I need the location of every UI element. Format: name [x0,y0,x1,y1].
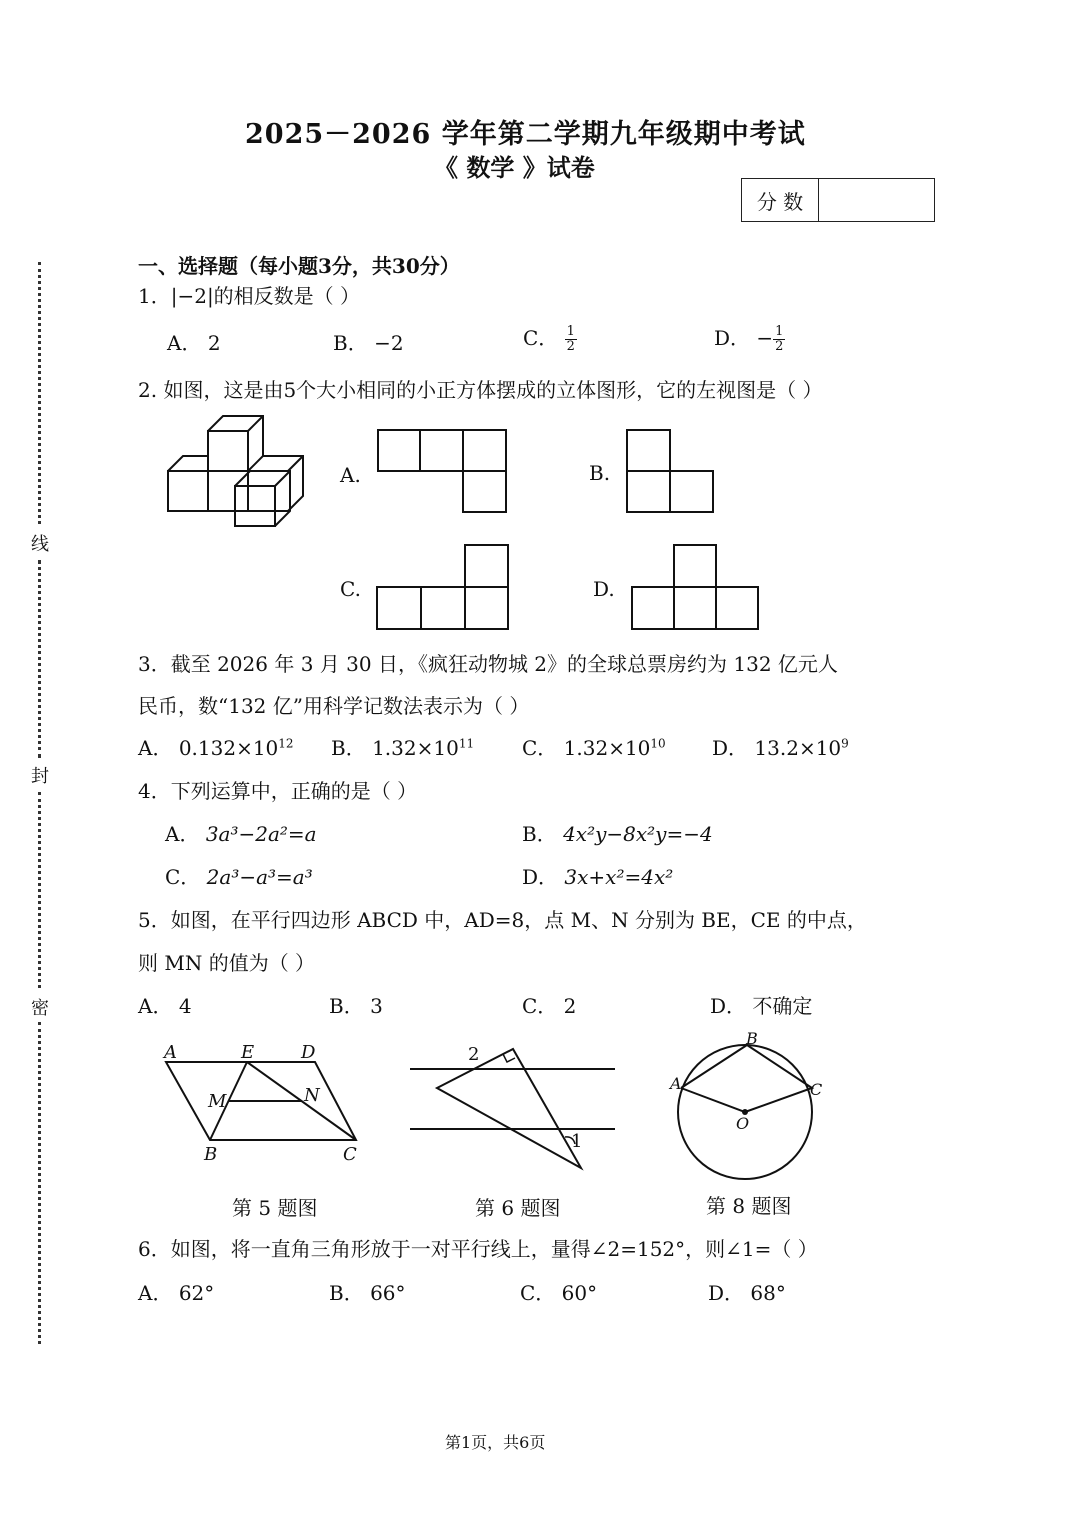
binding-mark-line: 线 [31,534,49,555]
fig5-label-b: B [204,1144,218,1165]
section-heading: 一、选择题（每小题3分，共30分） [138,254,460,278]
fig5-parallelogram [160,1040,370,1168]
q2-option-a-figure [377,429,507,513]
q6-option-a: A． 62° [138,1281,215,1305]
q2-option-c-figure [376,544,510,630]
q2-option-b-label: B. [589,461,611,485]
fig5-caption: 第 5 题图 [232,1196,318,1220]
fig6-angle1-label: 1 [571,1131,583,1152]
fig6-caption: 第 6 题图 [475,1196,561,1220]
fig5-label-m: M [208,1091,227,1112]
q2-option-d-figure [631,544,759,630]
q1-option-a: A． 2 [167,331,221,355]
binding-mark-seal: 封 [31,766,49,787]
q1-option-d: D． − $\frac{1}{2}$ [714,324,784,354]
fig5-label-c: C [343,1144,357,1165]
q4-option-d: D． 3x+x²=4x² [522,865,674,889]
q6-option-c: C． 60° [520,1281,598,1305]
fig5-label-a: A [164,1042,177,1063]
q4-option-c: C． 2a³−a³=a³ [165,865,313,889]
binding-dots-mid1 [38,560,41,758]
q2-option-d-label: D. [593,577,615,601]
exam-title: 2025－2026 学年第二学期九年级期中考试 [245,119,806,150]
score-label: 分 数 [742,179,819,221]
fig5-label-d: D [301,1042,316,1063]
q3-option-a: A． $0.132\times 10^{12}$ [138,736,294,760]
exam-subtitle: 《 数学 》试卷 [434,153,595,182]
page-footer: 第1页，共6页 [445,1433,546,1452]
q2-cubes-figure [160,410,310,535]
q2-stem: 2. 如图，这是由5个大小相同的小正方体摆成的立体图形，它的左视图是（ ） [138,378,823,402]
fig8-label-a: A [670,1074,682,1093]
fig8-circle [668,1028,838,1190]
fig6-triangle-parallels [405,1040,620,1172]
q1-option-c: C． $\frac{1}{2}$ [523,324,575,354]
q5-option-b: B． 3 [329,994,383,1018]
q4-option-a: A． 3a³−2a²=a [165,822,317,846]
q3-stem-line1: 3．截至 2026 年 3 月 30 日，《疯狂动物城 2》的全球总票房约为 132 亿元人 [138,652,838,676]
q2-option-a-label: A. [340,463,361,487]
q1-stem: 1．|−2|的相反数是（ ） [138,284,361,308]
q3-option-c: C． $1.32\times 10^{10}$ [522,736,666,760]
score-box [741,178,935,222]
q5-stem-line1: 5．如图，在平行四边形 ABCD 中，AD=8，点 M、N 分别为 BE，CE 的中点， [138,908,867,932]
fig5-label-e: E [241,1042,255,1063]
binding-dots-mid2 [38,792,41,988]
q5-option-a: A． 4 [138,994,192,1018]
fig5-label-n: N [304,1085,320,1106]
q3-option-d: D． $13.2\times 10^9$ [712,736,849,760]
q4-option-b: B． 4x²y−8x²y=−4 [522,822,713,846]
q5-option-d: D． 不确定 [710,994,813,1018]
q5-stem-line2: 则 MN 的值为（ ） [138,951,316,975]
q5-option-c: C． 2 [522,994,577,1018]
q2-option-b-figure [626,429,714,513]
q4-stem: 4．下列运算中，正确的是（ ） [138,779,418,803]
q1-option-b: B． −2 [333,331,404,355]
fig8-label-c: C [810,1080,823,1099]
fig8-label-b: B [746,1029,758,1048]
q6-option-b: B． 66° [329,1281,406,1305]
fig6-angle2-label: 2 [468,1044,480,1065]
q3-stem-line2: 民币，数“132 亿”用科学记数法表示为（ ） [138,694,530,718]
fig8-label-o: O [736,1114,750,1133]
q3-option-b: B． $1.32\times 10^{11}$ [331,736,475,760]
binding-dots-bottom [38,1022,41,1344]
q2-option-c-label: C. [340,577,361,601]
q6-option-d: D． 68° [708,1281,786,1305]
binding-dots-top [38,262,41,524]
score-field[interactable] [819,179,934,221]
fig8-caption: 第 8 题图 [706,1194,792,1218]
q6-stem: 6．如图，将一直角三角形放于一对平行线上，量得∠2=152°，则∠1=（ ） [138,1237,818,1261]
binding-mark-secret: 密 [31,998,49,1019]
